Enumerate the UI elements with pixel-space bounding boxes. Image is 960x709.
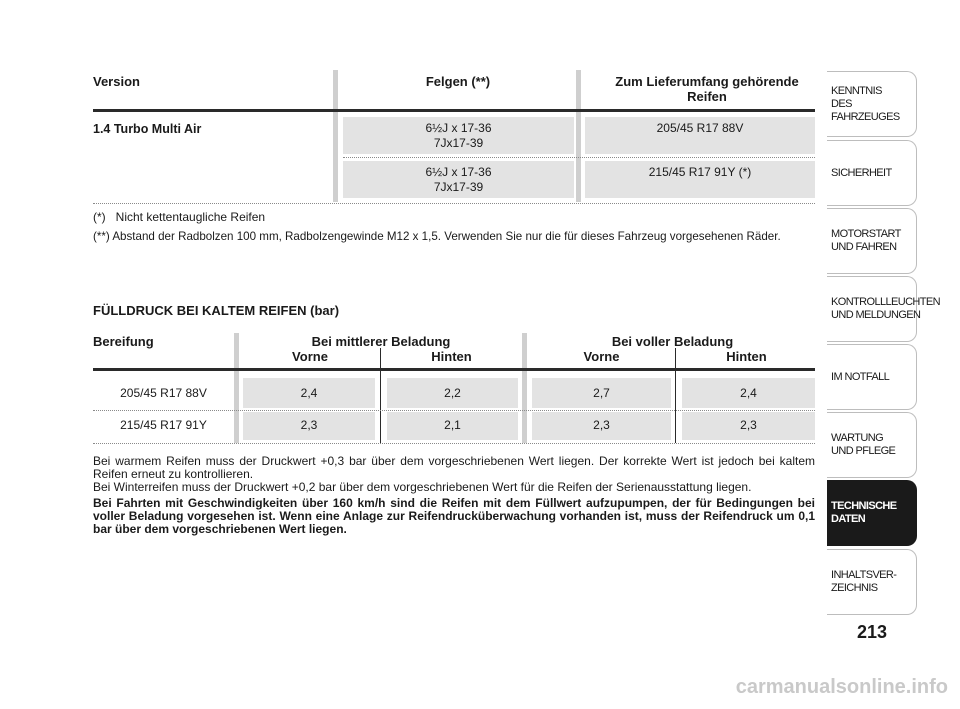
rim-row-2-tyre: 215/45 R17 91Y (*)	[648, 165, 752, 179]
pressure-row-2-medium-front: 2,3	[300, 418, 318, 432]
tab-technische-daten[interactable]	[827, 480, 917, 546]
tab-wartung-und-pflege[interactable]	[827, 412, 917, 478]
tab-label: KONTROLLLEUCHTEN UND MELDUNGEN	[831, 296, 940, 321]
pressure-row-2-tyre: 215/45 R17 91Y	[120, 418, 207, 432]
rim-row-2-rims: 6½J x 17-36 7Jx17-39	[425, 165, 492, 194]
pressure-header-medium-front: Vorne	[292, 349, 328, 364]
tab-label: KENNTNIS DES FAHRZEUGES	[831, 84, 900, 123]
pressure-header-full-front: Vorne	[583, 349, 620, 364]
footnote-1: (*) Nicht kettentaugliche Reifen	[93, 210, 266, 224]
pressure-row-1-tyre: 205/45 R17 88V	[120, 386, 207, 400]
rim-row-separator	[343, 157, 815, 158]
pressure-header-full-rear: Hinten	[726, 349, 767, 364]
tab-motorstart-und-fahren[interactable]	[827, 208, 917, 274]
rim-table-bottom-rule	[93, 203, 815, 204]
pressure-subcolumn-divider	[675, 348, 676, 443]
pressure-row-separator	[93, 410, 815, 411]
pressure-row-1-medium-rear: 2,2	[444, 386, 461, 400]
pressure-note-bold: Bei Fahrten mit Geschwindigkeiten über 160 km/h sind die Reifen mit dem Füllwert aufzupumpen, der für Bedingungen bei voller Beladung vorgesehen ist. Wenn eine Anlage zur Reifendrucküberwachung vorhanden ist, muss der Reifendruck um 0,1 bar über dem vorgeschriebenen Wert liegen.	[93, 496, 815, 536]
pressure-row-2-full-front: 2,3	[593, 418, 610, 432]
pressure-row-2-full-rear: 2,3	[740, 418, 757, 432]
rim-row-1-rims: 6½J x 17-36 7Jx17-39	[425, 121, 492, 150]
pressure-note: Bei warmem Reifen muss der Druckwert +0,3 bar über dem vorgeschriebenen Wert liegen. Der korrekte Wert ist jedoch bei kaltem Reifen erneut zu kontrollieren. Bei Winterreifen muss der Druckwert +0,2 bar über dem vorgeschriebenen Wert für die Reifen der Serienausstattung liegen.	[93, 454, 815, 494]
tab-label: TECHNISCHE DATEN	[831, 500, 897, 525]
pressure-header-tyre: Bereifung	[93, 334, 154, 349]
tab-label: IM NOTFALL	[831, 370, 890, 383]
tab-sicherheit[interactable]	[827, 140, 917, 206]
pressure-header-medium: Bei mittlerer Beladung	[311, 334, 451, 349]
tab-label: INHALTSVER- ZEICHNIS	[831, 569, 897, 594]
pressure-column-divider	[522, 333, 527, 443]
pressure-table-bottom-rule	[93, 443, 815, 444]
pressure-subcolumn-divider	[380, 348, 381, 443]
tab-label: WARTUNG UND PFLEGE	[831, 432, 896, 457]
watermark-text: carmanualsonline.info	[735, 676, 948, 698]
rim-header-version: Version	[93, 74, 140, 89]
pressure-column-divider	[234, 333, 239, 443]
tab-im-notfall[interactable]	[827, 344, 917, 410]
pressure-header-medium-rear: Hinten	[431, 349, 472, 364]
rim-row-1-tyre: 205/45 R17 88V	[656, 121, 744, 135]
page-number: 213	[856, 622, 888, 642]
table-column-divider	[333, 70, 338, 202]
pressure-row-1-full-rear: 2,4	[740, 386, 757, 400]
pressure-row-1-medium-front: 2,4	[300, 386, 318, 400]
pressure-row-2-medium-rear: 2,1	[444, 418, 461, 432]
footnote-2: (**) Abstand der Radbolzen 100 mm, Radbolzengewinde M12 x 1,5. Verwenden Sie nur die für dieses Fahrzeug vorgesehenen Räder.	[93, 230, 781, 243]
rim-header-rims: Felgen (**)	[425, 74, 491, 89]
rim-version-cell: 1.4 Turbo Multi Air	[93, 122, 202, 136]
tab-kenntnis-des-fahrzeuges[interactable]	[827, 71, 917, 137]
tab-label: SICHERHEIT	[831, 166, 892, 179]
tab-kontrollleuchten-und-meldungen[interactable]	[827, 276, 940, 342]
pressure-header-full: Bei voller Beladung	[611, 334, 734, 349]
rim-header-tyres: Zum Lieferumfang gehörende Reifen	[615, 74, 799, 104]
pressure-row-1-full-front: 2,7	[593, 386, 610, 400]
pressure-title: FÜLLDRUCK BEI KALTEM REIFEN (bar)	[93, 303, 340, 318]
tab-inhaltsver-zeichnis[interactable]	[827, 549, 917, 615]
table-column-divider	[576, 70, 581, 202]
rim-header-rule	[93, 109, 815, 112]
tab-label: MOTORSTART UND FAHREN	[831, 228, 901, 253]
pressure-header-rule	[93, 368, 815, 371]
